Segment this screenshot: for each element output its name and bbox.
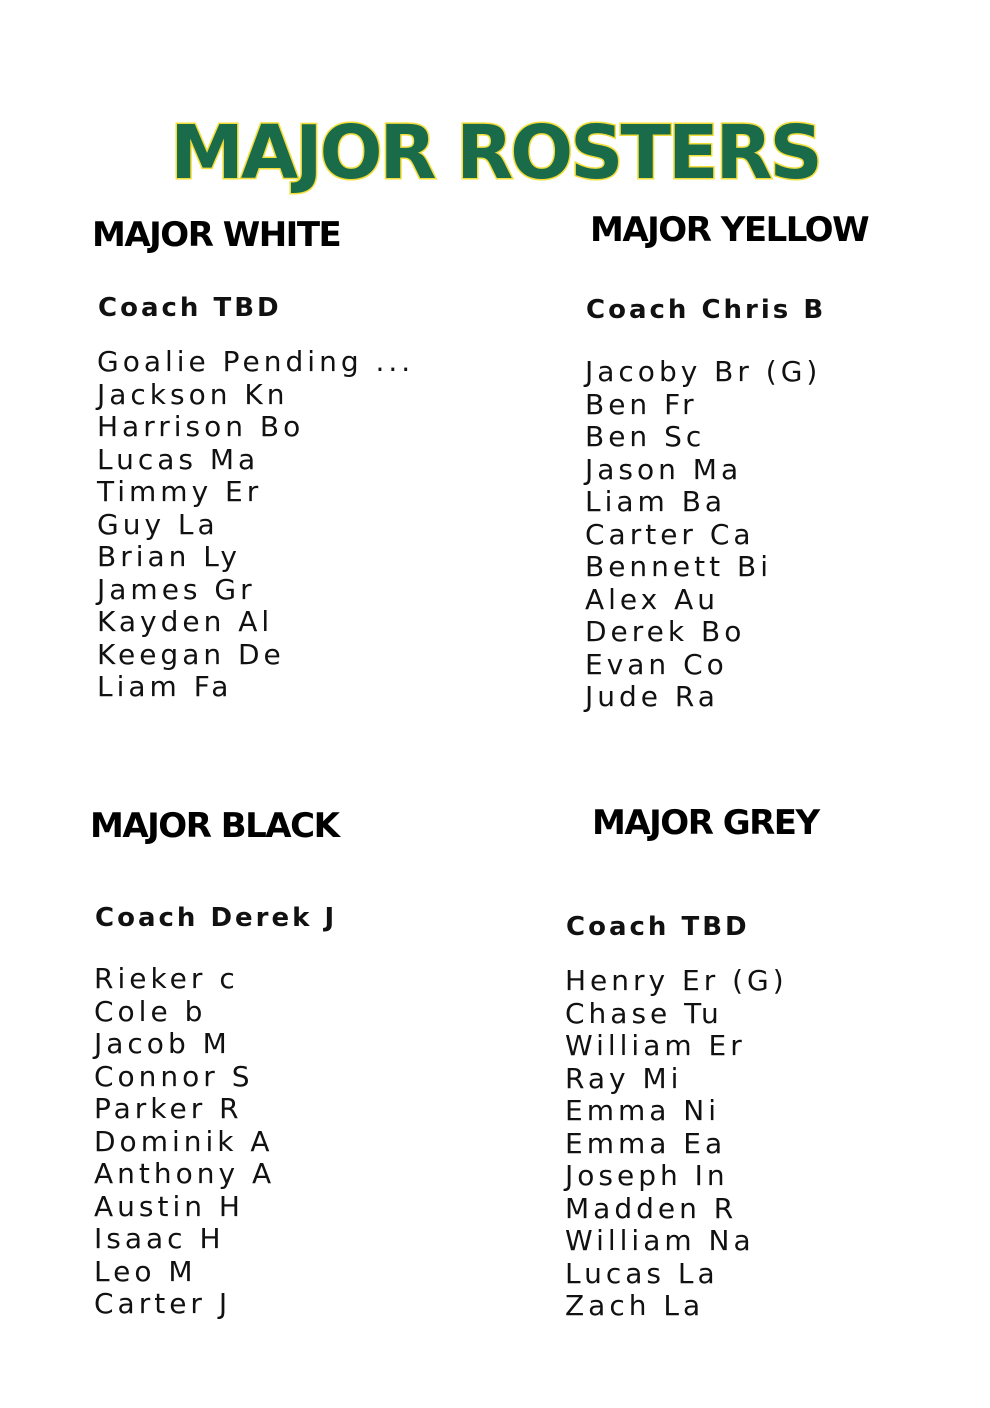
- player-item: Jackson Kn: [97, 377, 289, 411]
- player-list: [94, 963, 275, 1321]
- team-heading: MAJOR WHITE: [92, 215, 341, 255]
- player-item: Parker R: [94, 1092, 243, 1125]
- player-item: Cole b: [94, 994, 207, 1028]
- player-item: Jason Ma: [585, 452, 743, 486]
- player-item: Emma Ea: [565, 1126, 727, 1160]
- player-item: Kayden Al: [97, 605, 274, 638]
- team-heading: MAJOR YELLOW: [590, 210, 869, 250]
- player-list: [97, 346, 414, 704]
- player-item: Zach La: [565, 1289, 705, 1322]
- player-item: Goalie Pending ...: [97, 345, 415, 378]
- player-item: Timmy Er: [97, 475, 263, 508]
- player-item: Keegan De: [97, 637, 285, 671]
- player-item: Liam Fa: [97, 670, 233, 703]
- player-item: Alex Au: [585, 582, 720, 616]
- page-title: MAJOR ROSTERS: [170, 109, 820, 196]
- player-item: Guy La: [97, 507, 219, 541]
- player-item: Jude Ra: [585, 680, 719, 713]
- player-item: Carter J: [94, 1287, 232, 1320]
- player-item: Brian Ly: [97, 540, 241, 573]
- player-list: [585, 356, 821, 714]
- player-item: Jacoby Br (G): [585, 355, 822, 388]
- player-item: Leo M: [94, 1254, 197, 1288]
- coach-name: Coach Derek J: [95, 903, 338, 933]
- player-item: Carter Ca: [585, 517, 755, 551]
- coach-name: Coach TBD: [98, 293, 282, 323]
- player-item: Connor S: [94, 1059, 254, 1093]
- player-list: [565, 965, 788, 1323]
- player-item: Lucas Ma: [97, 442, 260, 476]
- player-item: Derek Bo: [585, 615, 746, 648]
- player-item: Bennett Bi: [585, 550, 772, 583]
- player-item: Ray Mi: [565, 1061, 683, 1095]
- player-item: Joseph In: [565, 1159, 729, 1192]
- player-item: Anthony A: [94, 1157, 276, 1190]
- player-item: Lucas La: [565, 1256, 719, 1290]
- coach-name: Coach Chris B: [586, 295, 827, 325]
- player-item: Ben Sc: [585, 420, 706, 453]
- team-heading: MAJOR BLACK: [90, 806, 339, 846]
- player-item: Madden R: [565, 1191, 738, 1225]
- player-item: William Na: [565, 1224, 755, 1257]
- player-item: Liam Ba: [585, 485, 727, 518]
- player-item: William Er: [565, 1029, 746, 1062]
- player-item: Austin H: [94, 1189, 244, 1223]
- coach-name: Coach TBD: [566, 912, 750, 942]
- player-item: Henry Er (G): [565, 964, 788, 997]
- player-item: Isaac H: [94, 1222, 225, 1255]
- team-heading: MAJOR GREY: [592, 803, 819, 843]
- player-item: James Gr: [97, 572, 256, 606]
- player-item: Emma Ni: [565, 1094, 721, 1127]
- player-item: Jacob M: [94, 1027, 231, 1060]
- player-item: Chase Tu: [565, 996, 723, 1030]
- player-item: Rieker c: [94, 962, 239, 995]
- player-item: Dominik A: [94, 1124, 274, 1158]
- player-item: Harrison Bo: [97, 410, 305, 443]
- player-item: Evan Co: [585, 647, 728, 681]
- player-item: Ben Fr: [585, 387, 698, 421]
